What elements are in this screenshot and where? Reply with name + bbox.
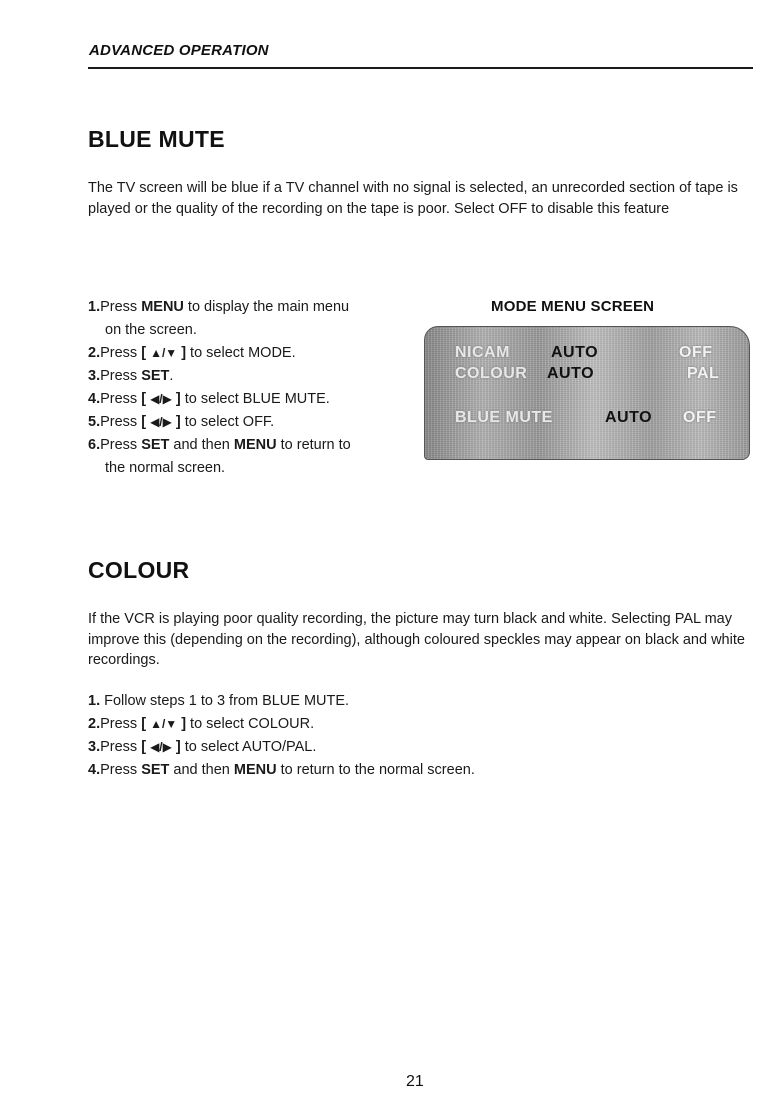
left-right-arrows-icon: ◀/▶	[150, 740, 172, 754]
blue-mute-description: The TV screen will be blue if a TV channel with no signal is selected, an unrecorded section of tape is played or the quality of the recording on the tape is poor. Select OFF to disable this feature	[88, 180, 738, 217]
menu-label-colour: COLOUR	[455, 365, 528, 382]
step-item: 1.Press MENU to display the main menu on the screen.	[88, 299, 350, 338]
step-item: 5.Press [ ◀/▶ ] to select OFF.	[88, 414, 275, 430]
page-header	[88, 41, 753, 69]
menu-value-colour: AUTO	[547, 365, 595, 382]
step-item: 3.Press SET.	[88, 368, 174, 384]
left-right-arrows-icon: ◀/▶	[150, 415, 172, 429]
colour-steps	[88, 690, 748, 782]
menu-option-nicam: OFF	[679, 344, 713, 361]
colour-description: If the VCR is playing poor quality recording, the picture may turn black and white. Selecting PAL may improve this (depending on the recording), although coloured speckles may appear on black and white recordings.	[88, 611, 745, 668]
colour-heading: COLOUR	[88, 557, 190, 583]
blue-mute-heading: BLUE MUTE	[88, 126, 225, 152]
step-item: 1. Follow steps 1 to 3 from BLUE MUTE.	[88, 693, 350, 709]
step-item: 6.Press SET and then MENU to return to the normal screen.	[88, 437, 351, 476]
step-item: 4.Press [ ◀/▶ ] to select BLUE MUTE.	[88, 391, 330, 407]
up-down-arrows-icon: ▲/▼	[150, 717, 178, 731]
step-item: 3.Press [ ◀/▶ ] to select AUTO/PAL.	[88, 739, 317, 755]
step-item: 2.Press [ ▲/▼ ] to select COLOUR.	[88, 716, 315, 732]
mode-menu-screen-title: MODE MENU SCREEN	[491, 298, 655, 315]
blue-mute-steps	[88, 296, 398, 480]
menu-value-nicam: AUTO	[551, 344, 599, 361]
mode-menu-screen	[424, 326, 750, 460]
header-title: ADVANCED OPERATION	[89, 42, 269, 59]
menu-option-blue-mute: OFF	[683, 409, 717, 426]
left-right-arrows-icon: ◀/▶	[150, 392, 172, 406]
step-item: 2.Press [ ▲/▼ ] to select MODE.	[88, 345, 296, 361]
menu-option-colour: PAL	[687, 365, 720, 382]
menu-label-blue-mute: BLUE MUTE	[455, 409, 553, 426]
page-number: 21	[406, 1073, 424, 1090]
up-down-arrows-icon: ▲/▼	[150, 346, 178, 360]
step-item: 4.Press SET and then MENU to return to the normal screen.	[88, 762, 475, 778]
menu-label-nicam: NICAM	[455, 344, 510, 361]
menu-value-blue-mute: AUTO	[605, 409, 653, 426]
